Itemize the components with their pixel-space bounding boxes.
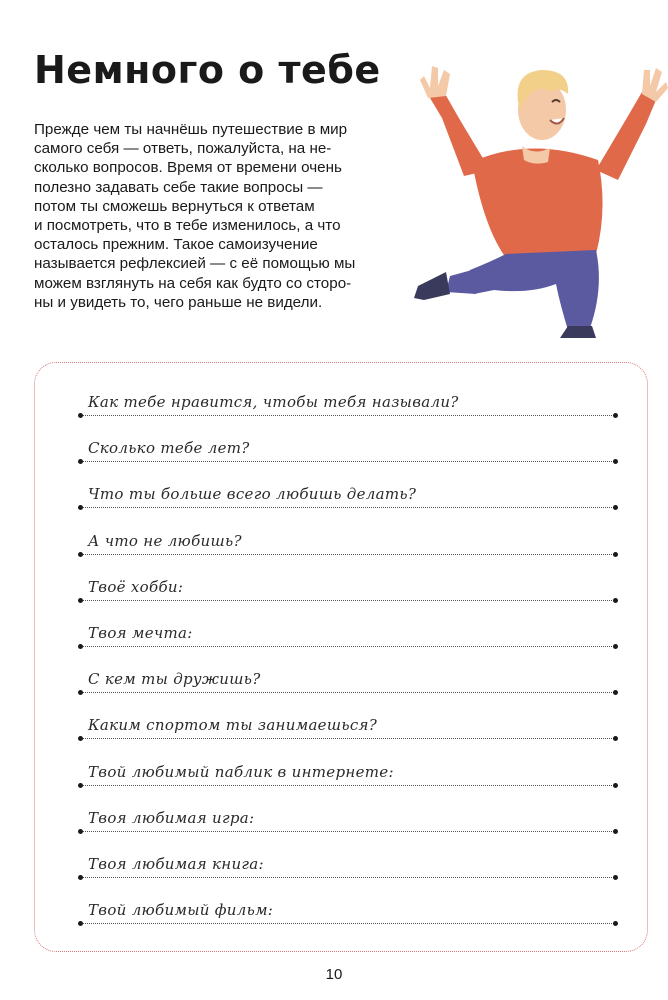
question-label: Твоя любимая игра:	[88, 808, 255, 827]
rule-dot-left	[78, 644, 83, 649]
answer-rule	[80, 692, 616, 693]
answer-rule	[80, 554, 616, 555]
question-label: Как тебе нравится, чтобы тебя называли?	[88, 393, 459, 411]
answer-rule	[80, 415, 616, 416]
rule-dot-right	[613, 875, 618, 880]
question-line[interactable]	[80, 432, 616, 462]
answer-rule	[80, 738, 616, 739]
page-number: 10	[325, 966, 343, 983]
rule-dot-left	[78, 598, 83, 603]
rule-dot-left	[78, 413, 83, 418]
question-line[interactable]	[80, 525, 616, 555]
answer-rule	[80, 461, 616, 462]
jumping-boy-illustration	[410, 58, 668, 338]
question-line[interactable]	[80, 709, 616, 739]
answer-rule	[80, 785, 616, 786]
question-label: Каким спортом ты занимаешься?	[88, 716, 378, 735]
answer-rule	[80, 600, 616, 601]
rule-dot-left	[78, 829, 83, 834]
rule-dot-right	[613, 598, 618, 603]
question-label: Что ты больше всего любишь делать?	[88, 485, 417, 504]
question-line[interactable]	[80, 386, 616, 416]
rule-dot-left	[78, 875, 83, 880]
answer-rule	[80, 877, 616, 878]
question-label: Твоя любимая книга:	[88, 855, 264, 873]
question-line[interactable]	[80, 802, 616, 832]
intro-paragraph: Прежде чем ты начнёшь путешествие в мир самого себя — ответь, пожалуйста, на не- сколько вопросов. Время от времени очень полезно задавать себе такие вопросы — потом ты сможешь вернуться к ответам и посмотреть, что в тебе изменилось, а что осталось прежним. Такое самоизучение называется рефлексией — с её помощью мы можем взглянуть на себя как будто со сторо- ны и увидеть то, чего раньше не видели.	[34, 121, 356, 311]
question-line[interactable]	[80, 848, 616, 878]
question-label: Твоё хобби:	[88, 577, 184, 596]
question-label: А что не любишь?	[88, 531, 242, 550]
rule-dot-left	[78, 783, 83, 788]
question-label: Твой любимый паблик в интернете:	[88, 762, 394, 781]
question-line[interactable]	[80, 617, 616, 647]
question-line[interactable]	[80, 894, 616, 924]
rule-dot-right	[613, 829, 618, 834]
rule-dot-right	[613, 413, 618, 418]
question-line[interactable]	[80, 571, 616, 601]
question-line[interactable]	[80, 478, 616, 508]
question-label: С кем ты дружишь?	[88, 670, 261, 689]
question-label: Твой любимый фильм:	[88, 901, 274, 920]
page-title: Немного о тебе	[34, 48, 381, 92]
question-line[interactable]	[80, 663, 616, 693]
question-label: Сколько тебе лет?	[88, 439, 250, 458]
rule-dot-right	[613, 552, 618, 557]
answer-rule	[80, 831, 616, 832]
question-line[interactable]	[80, 756, 616, 786]
rule-dot-right	[613, 783, 618, 788]
rule-dot-right	[613, 644, 618, 649]
answer-rule	[80, 646, 616, 647]
answer-rule	[80, 507, 616, 508]
rule-dot-left	[78, 552, 83, 557]
answer-rule	[80, 923, 616, 924]
question-label: Твоя мечта:	[88, 624, 193, 642]
